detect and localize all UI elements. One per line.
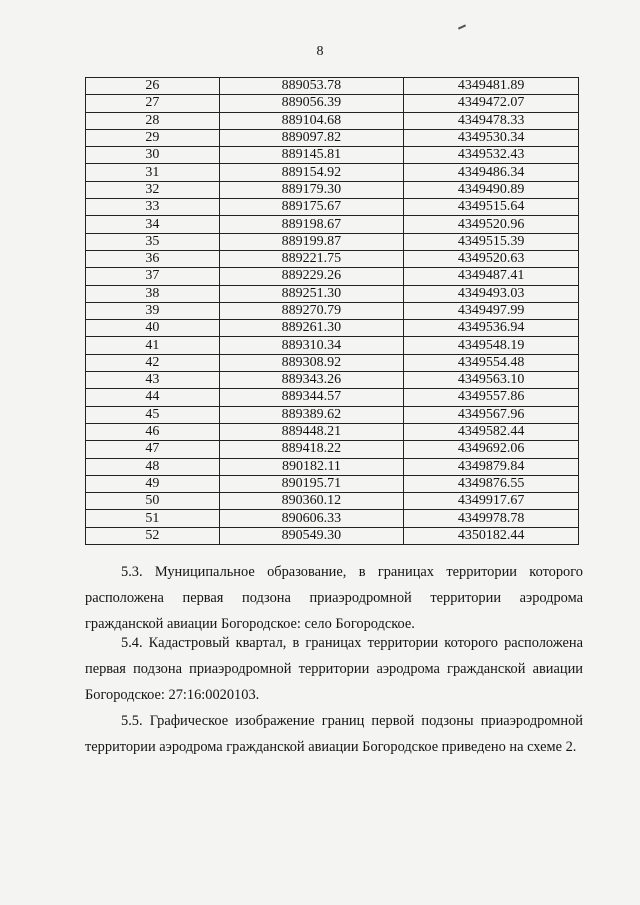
y-coordinate-cell: 4349554.48 [404,354,579,371]
point-number-cell: 30 [86,147,220,164]
point-number-cell: 52 [86,527,220,544]
paragraph-5-5-text: 5.5. Графическое изображение границ первой подзоны приаэродромной территории аэродрома гражданской авиации Богородское приведено на схеме 2. [85,713,583,755]
table-row [86,493,579,510]
y-coordinate-cell: 4349520.96 [404,216,579,233]
x-coordinate-cell: 889448.21 [219,423,404,440]
table-row [86,95,579,112]
point-number-cell: 45 [86,406,220,423]
point-number-cell: 39 [86,302,220,319]
table-row [86,147,579,164]
point-number-cell: 37 [86,268,220,285]
point-number-cell: 31 [86,164,220,181]
table-row [86,250,579,267]
y-coordinate-cell: 4349530.34 [404,129,579,146]
point-number-cell: 49 [86,475,220,492]
table-row [86,129,579,146]
y-coordinate-cell: 4349515.39 [404,233,579,250]
x-coordinate-cell: 889270.79 [219,302,404,319]
point-number-cell: 28 [86,112,220,129]
y-coordinate-cell: 4349692.06 [404,441,579,458]
x-coordinate-cell: 889251.30 [219,285,404,302]
table-row [86,475,579,492]
paragraph-5-3-text: 5.3. Муниципальное образование, в границах территории которого расположена первая подзона приаэродромной территории аэродрома гражданской авиации Богородское: село Богородское. [85,564,583,632]
table-row [86,406,579,423]
x-coordinate-cell: 890195.71 [219,475,404,492]
table-row [86,372,579,389]
table-row [86,510,579,527]
x-coordinate-cell: 889310.34 [219,337,404,354]
y-coordinate-cell: 4350182.44 [404,527,579,544]
paragraph-5-4 [85,630,583,708]
x-coordinate-cell: 889145.81 [219,147,404,164]
y-coordinate-cell: 4349978.78 [404,510,579,527]
coordinates-table-body [86,78,579,545]
point-number-cell: 29 [86,129,220,146]
table-row [86,164,579,181]
table-row [86,268,579,285]
x-coordinate-cell: 889097.82 [219,129,404,146]
table-row [86,527,579,544]
point-number-cell: 46 [86,423,220,440]
table-row [86,199,579,216]
y-coordinate-cell: 4349481.89 [404,78,579,95]
y-coordinate-cell: 4349532.43 [404,147,579,164]
y-coordinate-cell: 4349557.86 [404,389,579,406]
table-row [86,302,579,319]
x-coordinate-cell: 889221.75 [219,250,404,267]
x-coordinate-cell: 889199.87 [219,233,404,250]
point-number-cell: 41 [86,337,220,354]
y-coordinate-cell: 4349582.44 [404,423,579,440]
point-number-cell: 50 [86,493,220,510]
y-coordinate-cell: 4349487.41 [404,268,579,285]
x-coordinate-cell: 889104.68 [219,112,404,129]
x-coordinate-cell: 889053.78 [219,78,404,95]
table-row [86,458,579,475]
table-row [86,337,579,354]
y-coordinate-cell: 4349876.55 [404,475,579,492]
paragraph-5-4-text: 5.4. Кадастровый квартал, в границах территории которого расположена первая подзона приаэродромной территории аэродрома гражданской авиации Богородское: 27:16:0020103. [85,635,583,703]
x-coordinate-cell: 890360.12 [219,493,404,510]
table-row [86,112,579,129]
paragraph-5-3 [85,559,583,637]
y-coordinate-cell: 4349563.10 [404,372,579,389]
point-number-cell: 36 [86,250,220,267]
x-coordinate-cell: 889261.30 [219,320,404,337]
point-number-cell: 32 [86,181,220,198]
point-number-cell: 48 [86,458,220,475]
point-number-cell: 35 [86,233,220,250]
x-coordinate-cell: 889308.92 [219,354,404,371]
table-row [86,354,579,371]
x-coordinate-cell: 889389.62 [219,406,404,423]
y-coordinate-cell: 4349493.03 [404,285,579,302]
x-coordinate-cell: 890549.30 [219,527,404,544]
point-number-cell: 34 [86,216,220,233]
y-coordinate-cell: 4349478.33 [404,112,579,129]
x-coordinate-cell: 889198.67 [219,216,404,233]
x-coordinate-cell: 889056.39 [219,95,404,112]
page-number: 8 [316,44,324,59]
coordinates-table [85,77,579,545]
table-row [86,181,579,198]
y-coordinate-cell: 4349879.84 [404,458,579,475]
point-number-cell: 27 [86,95,220,112]
table-row [86,389,579,406]
x-coordinate-cell: 889179.30 [219,181,404,198]
table-row [86,233,579,250]
table-row [86,216,579,233]
x-coordinate-cell: 889154.92 [219,164,404,181]
y-coordinate-cell: 4349520.63 [404,250,579,267]
point-number-cell: 33 [86,199,220,216]
point-number-cell: 40 [86,320,220,337]
y-coordinate-cell: 4349917.67 [404,493,579,510]
point-number-cell: 47 [86,441,220,458]
table-row [86,423,579,440]
x-coordinate-cell: 890182.11 [219,458,404,475]
pen-mark [458,24,466,29]
y-coordinate-cell: 4349515.64 [404,199,579,216]
y-coordinate-cell: 4349567.96 [404,406,579,423]
y-coordinate-cell: 4349497.99 [404,302,579,319]
point-number-cell: 42 [86,354,220,371]
x-coordinate-cell: 889343.26 [219,372,404,389]
x-coordinate-cell: 889418.22 [219,441,404,458]
point-number-cell: 38 [86,285,220,302]
table-row [86,78,579,95]
point-number-cell: 51 [86,510,220,527]
x-coordinate-cell: 890606.33 [219,510,404,527]
x-coordinate-cell: 889175.67 [219,199,404,216]
table-row [86,285,579,302]
x-coordinate-cell: 889229.26 [219,268,404,285]
table-row [86,320,579,337]
y-coordinate-cell: 4349548.19 [404,337,579,354]
paragraph-5-5 [85,708,583,760]
y-coordinate-cell: 4349536.94 [404,320,579,337]
y-coordinate-cell: 4349472.07 [404,95,579,112]
point-number-cell: 44 [86,389,220,406]
y-coordinate-cell: 4349486.34 [404,164,579,181]
y-coordinate-cell: 4349490.89 [404,181,579,198]
point-number-cell: 26 [86,78,220,95]
x-coordinate-cell: 889344.57 [219,389,404,406]
point-number-cell: 43 [86,372,220,389]
table-row [86,441,579,458]
